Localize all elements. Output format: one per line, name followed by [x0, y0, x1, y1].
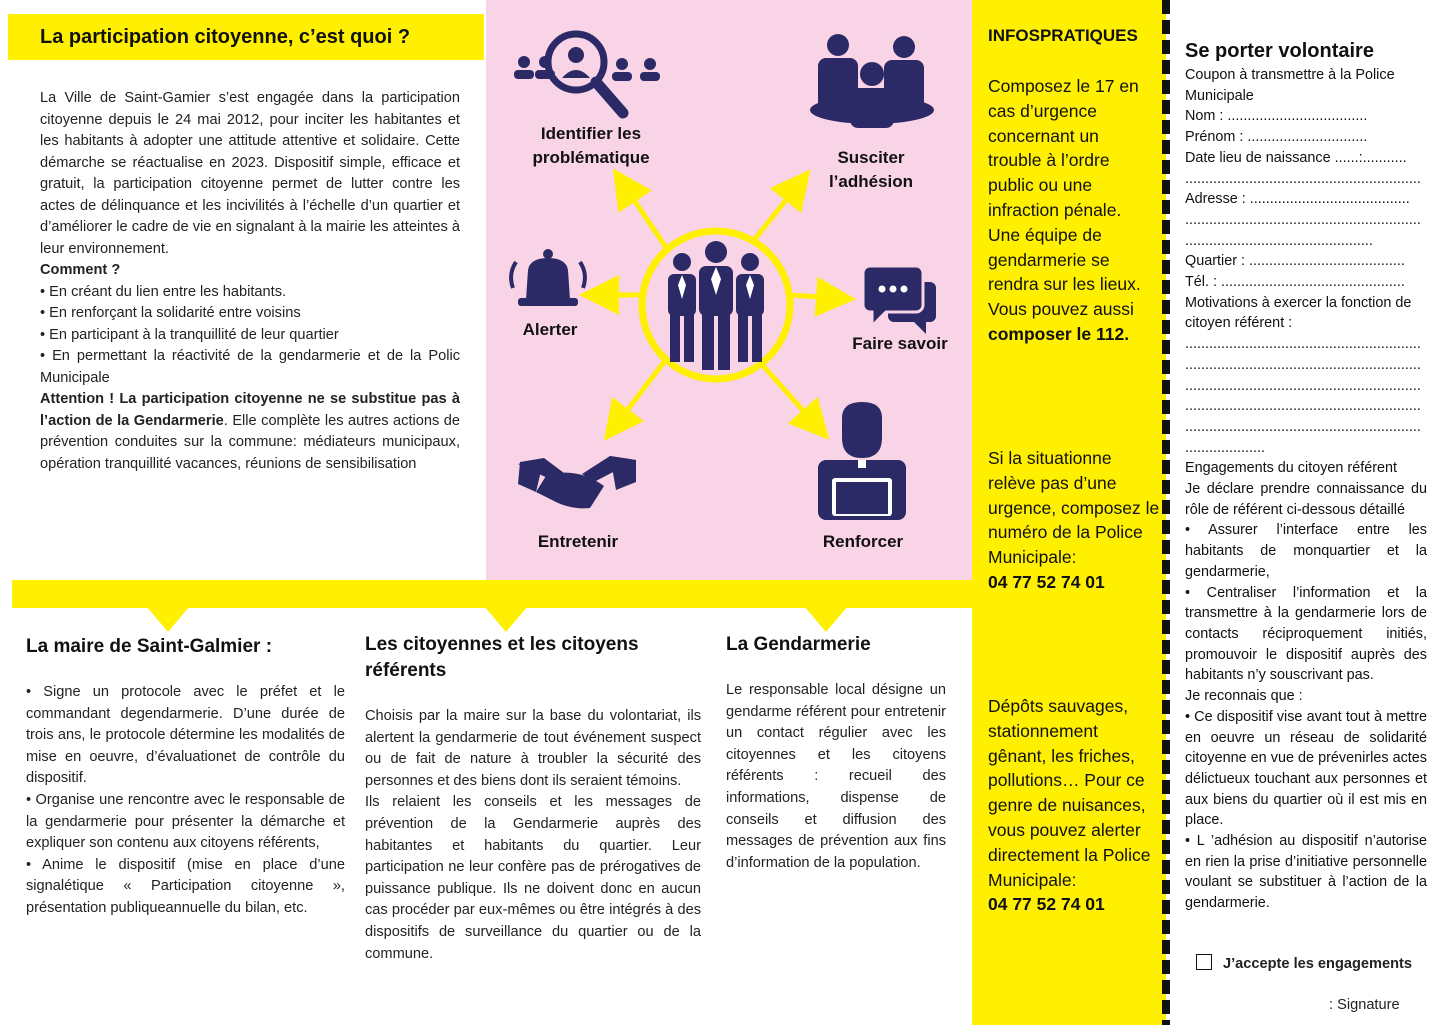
info-non-emergency-text: Si la situationne relève pas d’une urgence, composez le numéro de la Police Municipale: [988, 448, 1160, 568]
mayor-item: • Anime le dispositif (mise en place d’une signalétique « Participation citoyenne », présentation publiqueannuelle du bilan, etc. [26, 856, 345, 916]
people-group-icon [668, 241, 764, 370]
coupon-title: Se porter volontaire [1185, 40, 1374, 62]
how-bullet: • En créant du lien entre les habitants. [40, 283, 287, 300]
notch-gendarmerie [804, 606, 848, 632]
arrow-identify [624, 185, 667, 249]
label-alert: Alerter [522, 320, 578, 339]
coupon-field[interactable]: ........................................................... [1185, 377, 1421, 394]
arrow-inform [788, 295, 836, 298]
mayor-text [26, 682, 345, 920]
gendarmerie-title: La Gendarmerie [726, 634, 871, 655]
label-support: Susciter l’adhésion [828, 148, 914, 191]
arrow-maintain [616, 362, 664, 425]
coupon-field[interactable]: ........................................................... [1185, 170, 1421, 187]
coupon-field[interactable]: ........................................................... [1185, 398, 1421, 415]
accept-checkbox[interactable] [1196, 954, 1212, 970]
mayor-title: La maire de Saint-Galmier : [26, 636, 273, 657]
section-title: La participation citoyenne, c’est quoi ? [40, 26, 411, 48]
label-inform: Faire savoir [852, 334, 948, 353]
coupon-field[interactable]: ............................................... [1185, 232, 1373, 249]
recognize-item: • Ce dispositif vise avant tout à mettre en oeuvre un réseau de solidarité citoyenne en vue de prévenirles actes délictueux touchant aux personnes et aux biens du quartier où il est mis en place. [1185, 708, 1427, 829]
person-laptop-icon [818, 402, 906, 520]
section-divider-band [12, 580, 972, 608]
gendarmerie-text [726, 680, 946, 874]
how-heading: Comment ? [40, 262, 121, 278]
info-phone-1: 04 77 52 74 01 [988, 571, 1105, 592]
diagram-graphic [486, 0, 972, 580]
warning-rest: . Elle complète les autres actions de prévention conduites sur la commune: médiateurs municipaux, opération tranquillité vacances, réunions de sensibilisation [40, 412, 460, 472]
magnifier-people-icon [514, 34, 660, 113]
handshake-icon [518, 456, 636, 508]
section-title-bar [8, 14, 484, 60]
intro-paragraph: La Ville de Saint-Gamier s’est engagée dans la participation citoyenne depuis le 24 mai 2012, pour inciter les habitantes et les habitants à adopter une attitude attentive et solidaire. Cette démarche se réactualise en 2023. Dispositif simple, efficace et gratuit, la participation citoyenne permet de lutter contre les actes de délinquance et les incivilités à l’échelle d’un quartier et d’améliorer le cadre de vie en signalant à la mairie les atteintes à leur environnement. [40, 90, 460, 257]
how-bullet: • En renforçant la solidarité entre voisins [40, 305, 301, 321]
coupon-field[interactable]: Date lieu de naissance ......:........... [1185, 149, 1407, 166]
citizens-paragraph: Choisis par la maire sur la base du volontariat, ils alertent la gendarmerie de tout événement suspect ou de fait de nature à troubler la sécurité des personnes et des biens dont ils seraient témoins. [365, 708, 701, 789]
commitment-item: • Assurer l’interface entre les habitants de monquartier et la gendarmerie, [1185, 522, 1427, 580]
label-identify: Identifier les problématique [532, 124, 650, 167]
coupon-field[interactable]: Adresse : ........................................ [1185, 191, 1410, 208]
coupon-field[interactable]: Nom : ................................... [1185, 108, 1368, 125]
commitment-item: • Centraliser l’information et la transmettre à la gendarmerie lors de contacts réciproquement initiés, promouvoir le dispositif auprès des habitants n’y souscrivant pas. [1185, 584, 1427, 684]
info-emergency [988, 74, 1152, 347]
arrow-reinforce [758, 360, 816, 425]
bell-icon [511, 249, 585, 306]
info-title: INFOSPRATIQUES [988, 26, 1138, 45]
recognize-title: Je reconnais que : [1185, 688, 1303, 705]
signature-label: : Signature [1329, 997, 1400, 1013]
coupon-field[interactable]: Prénom : .............................. [1185, 129, 1368, 146]
warning-paragraph [40, 389, 460, 475]
cut-line [1162, 0, 1170, 1025]
mayor-item: • Signe un protocole avec le préfet et le commandant degendarmerie. D’une durée de trois ans, le protocole détermine les modalités de mise en oeuvre, d’évaluationet de contrôle du dispositif. [26, 684, 345, 787]
info-non-emergency [988, 446, 1160, 595]
business-people-icon [810, 34, 934, 128]
commitments-title: Engagements du citoyen référent [1185, 460, 1397, 477]
notch-mayor [146, 606, 190, 632]
diagram-panel [486, 0, 972, 580]
citizens-title: Les citoyennes et les citoyens référents [365, 634, 639, 681]
volunteer-coupon [1185, 40, 1427, 914]
notch-citizens [484, 606, 528, 632]
label-reinforce: Renforcer [822, 532, 904, 551]
gendarmerie-paragraph: Le responsable local désigne un gendarme référent pour entretenir un contact régulier avec les citoyennes et les citoyens référents : recueil des informations, dispense de conseils et diffusion des messages de prévention aux fins d’information de la population. [726, 682, 946, 871]
coupon-field[interactable]: ........................................................... [1185, 336, 1421, 353]
commitments-intro: Je déclare prendre connaissance du rôle de référent ci-dessous détaillé [1185, 481, 1427, 518]
coupon-field: Motivations à exercer la fonction de citoyen référent : [1185, 294, 1412, 332]
info-emergency-bold: composer le 112. [988, 323, 1130, 344]
recognize-item: • L ’adhésion au dispositif n’autorise en rien la prise d’initiative personnelle voulant se substituer à l’action de la gendarmerie. [1185, 833, 1427, 912]
coupon-field[interactable]: Quartier : ....................................... [1185, 253, 1405, 270]
coupon-field[interactable]: Tél. : .............................................. [1185, 274, 1405, 291]
citizens-text [365, 706, 701, 965]
coupon-field[interactable]: ........................................................... [1185, 211, 1421, 228]
coupon-field[interactable]: ........................................................... [1185, 418, 1421, 435]
citizens-paragraph: Ils relaient les conseils et les messages de prévention de la Gendarmerie auprès des habitantes et habitants du quartier. Leur participation ne leur confère pas de prérogatives de puissance publique. Ils ne doivent donc en aucun cas procéder par eux-mêmes ou être intégrés à des dispositifs de surveillance du quartier ou de la commune. [365, 794, 701, 962]
info-nuisances-text: Dépôts sauvages, stationnement gênant, les friches, pollutions… Pour ce genre de nuisances, vous pouvez alerter directement la Police Municipale: [988, 696, 1151, 890]
label-maintain: Entretenir [537, 532, 619, 551]
mayor-item: • Organise une rencontre avec le responsable de la gendarmerie pour présenter la démarche et expliquer son contenu aux citoyens référents, [26, 791, 345, 852]
speech-bubbles-icon [863, 266, 936, 334]
info-emergency-text: Composez le 17 en cas d’urgence concernant un trouble à l’ordre public ou une infraction pénale. Une équipe de gendarmerie se rendra sur les lieux. Vous pouvez aussi [988, 76, 1141, 320]
coupon-subtitle: Coupon à transmettre à la Police Municipale [1185, 67, 1395, 104]
coupon-field[interactable]: ........................................................... [1185, 356, 1421, 373]
info-column [972, 0, 1166, 1025]
info-phone-2: 04 77 52 74 01 [988, 894, 1105, 915]
warning-bold: Attention ! La participation citoyenne ne se substitue pas à l’action de la Gendarmerie [40, 391, 460, 429]
info-nuisances [988, 694, 1160, 917]
intro-text [40, 88, 460, 475]
coupon-body [1185, 65, 1427, 914]
coupon-field[interactable]: .................... [1185, 439, 1265, 456]
how-bullet: • En permettant la réactivité de la gendarmerie et de la Polic Municipale [40, 348, 460, 386]
arrow-support [754, 185, 798, 240]
accept-label: J’accepte les engagements [1223, 956, 1412, 972]
how-bullet: • En participant à la tranquillité de leur quartier [40, 326, 339, 343]
